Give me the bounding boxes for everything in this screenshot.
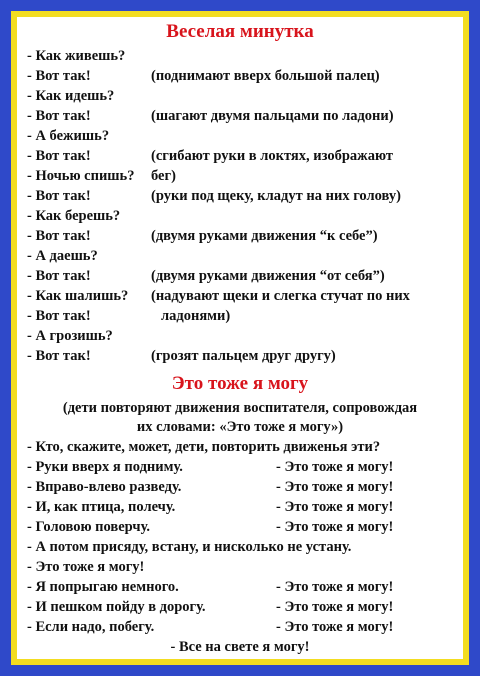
s1-note-12: (надувают щеки и слегка стучат по них [151, 288, 410, 304]
s1-q-1: - Вот так! [27, 68, 91, 84]
s1-q-13: - Вот так! [27, 308, 91, 324]
s2-intro-2: их словами: «Это тоже я могу») [136, 419, 344, 435]
s1-note-1: (поднимают вверх большой палец) [151, 68, 380, 84]
s1-note-9: (двумя руками движения “к себе”) [151, 228, 378, 244]
s1-q-8: - Как берешь? [27, 208, 121, 224]
s2-right-3: - Это тоже я могу! [276, 519, 394, 535]
s2-intro-1: (дети повторяют движения воспитателя, сопровождая [62, 400, 418, 416]
s2-question: - Кто, скажите, может, дети, повторить движенья эти? [27, 439, 381, 455]
s1-q-10: - А даешь? [27, 248, 98, 264]
s2-right-0: - Это тоже я могу! [276, 459, 394, 475]
s1-note-6: бег) [151, 168, 176, 184]
s2-right-5: - Это тоже я могу! [276, 599, 394, 615]
s2-left-5: - И пешком пойду в дорогу. [27, 599, 206, 615]
s1-q-11: - Вот так! [27, 268, 91, 284]
section1-title: Веселая минутка [166, 21, 314, 42]
s2-line-a: - А потом присяду, встану, и нисколько не устану. [27, 539, 352, 555]
s1-note-15: (грозят пальцем друг другу) [151, 348, 336, 364]
s2-left-2: - И, как птица, полечу. [27, 499, 176, 515]
s2-left-0: - Руки вверх я подниму. [27, 459, 183, 475]
s2-left-4: - Я попрыгаю немного. [27, 579, 179, 595]
s1-q-5: - Вот так! [27, 148, 91, 164]
s2-left-6: - Если надо, побегу. [27, 619, 155, 635]
section2-title: Это тоже я могу [171, 373, 309, 394]
s1-q-14: - А грозишь? [27, 328, 113, 344]
s1-q-15: - Вот так! [27, 348, 91, 364]
s2-left-3: - Головою поверчу. [27, 519, 150, 535]
s1-note-11: (двумя руками движения “от себя”) [151, 268, 385, 284]
s1-q-7: - Вот так! [27, 188, 91, 204]
s2-right-2: - Это тоже я могу! [276, 499, 394, 515]
document-page [17, 17, 463, 659]
yellow-border [11, 11, 469, 665]
s2-left-1: - Вправо-влево разведу. [27, 479, 182, 495]
s1-note-13: ладонями) [161, 308, 231, 324]
s1-q-3: - Вот так! [27, 108, 91, 124]
s2-right-6: - Это тоже я могу! [276, 619, 394, 635]
s2-right-4: - Это тоже я могу! [276, 579, 394, 595]
s1-q-6: - Ночью спишь? [27, 168, 135, 184]
s1-note-3: (шагают двумя пальцами по ладони) [151, 108, 394, 124]
s1-q-0: - Как живешь? [27, 48, 126, 64]
s2-final: - Все на свете я могу! [170, 639, 310, 655]
s1-note-7: (руки под щеку, кладут на них голову) [151, 188, 401, 204]
s1-q-2: - Как идешь? [27, 88, 115, 104]
s2-right-1: - Это тоже я могу! [276, 479, 394, 495]
s1-note-5: (сгибают руки в локтях, изображают [151, 148, 393, 164]
s1-q-12: - Как шалишь? [27, 288, 129, 304]
s1-q-9: - Вот так! [27, 228, 91, 244]
s1-q-4: - А бежишь? [27, 128, 110, 144]
s2-line-b: - Это тоже я могу! [27, 559, 145, 575]
